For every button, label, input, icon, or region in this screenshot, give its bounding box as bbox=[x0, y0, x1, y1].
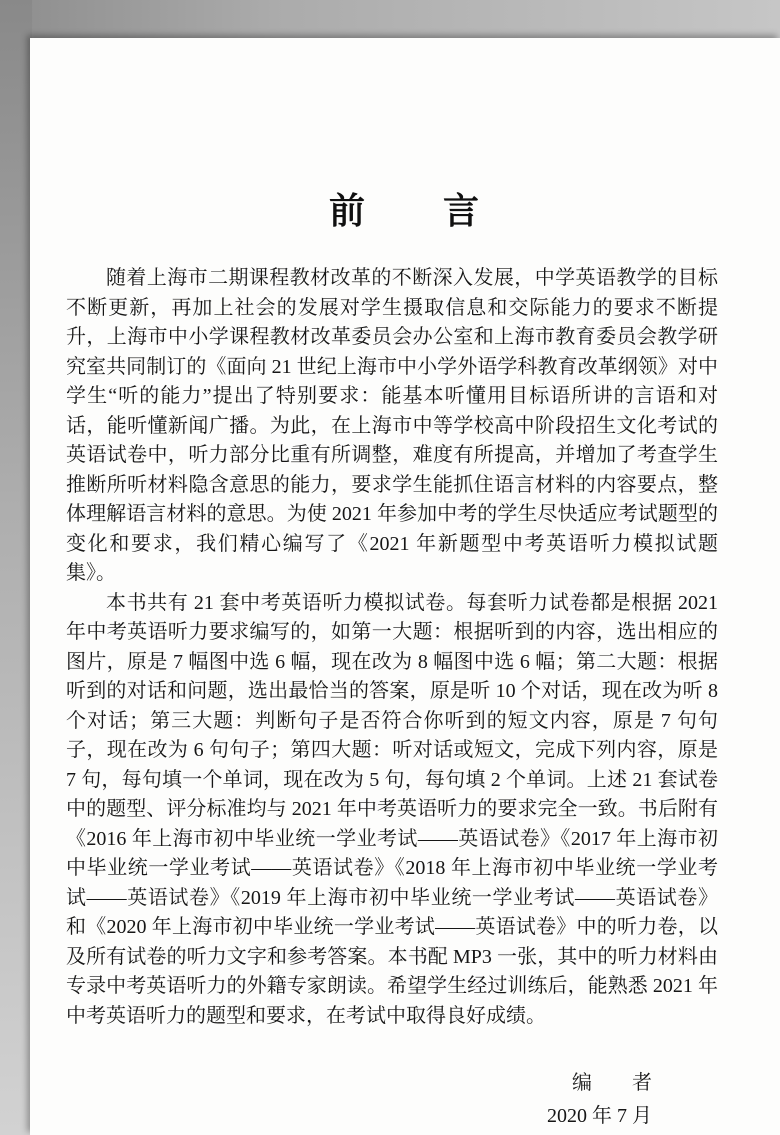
scan-edge-top bbox=[0, 0, 780, 40]
page-title: 前 言 bbox=[328, 191, 481, 231]
scan-edge-left bbox=[0, 0, 32, 1135]
preface-body bbox=[66, 264, 718, 1031]
document-page bbox=[30, 38, 780, 1135]
publication-date: 2020 年 7 月 bbox=[547, 1105, 652, 1127]
paragraph-2: 本书共有 21 套中考英语听力模拟试卷。每套听力试卷都是根据 2021 年中考英语听力要求编写的，如第一大题：根据听到的内容，选出相应的图片，原是 7 幅图中选 6 幅，现在改为 8 幅图中选 6 幅；第二大题：根据听到的对话和问题，选出最恰当的答案，原是听 10 个对话，现在改为听 8 个对话；第三大题：判断句子是否符合你听到的短文内容，原是 7 句句子，现在改为 6 句句子；第四大题：听对话或短文，完成下列内容，原是 7 句，每句填一个单词，现在改为 5 句，每句填 2 个单词。上述 21 套试卷中的题型、评分标准均与 2021 年中考英语听力的要求完全一致。书后附有《2016 年上海市初中毕业统一学业考试——英语试卷》《2017 年上海市初中毕业统一学业考试——英语试卷》《2018 年上海市初中毕业统一学业考试——英语试卷》《2019 年上海市初中毕业统一学业考试——英语试卷》和《2020 年上海市初中毕业统一学业考试——英语试卷》中的听力卷，以及所有试卷的听力文字和参考答案。本书配 MP3 一张，其中的听力材料由专录中考英语听力的外籍专家朗读。希望学生经过训练后，能熟悉 2021 年中考英语听力的题型和要求，在考试中取得良好成绩。 bbox=[66, 591, 718, 1027]
paragraph-1: 随着上海市二期课程教材改革的不断深入发展，中学英语教学的目标不断更新，再加上社会的发展对学生摄取信息和交际能力的要求不断提升，上海市中小学课程教材改革委员会办公室和上海市教育委员会教学研究室共同制订的《面向 21 世纪上海市中小学外语学科教育改革纲领》对中学生“听的能力”提出了特别要求：能基本听懂用目标语所讲的言语和对话，能听懂新闻广播。为此，在上海市中等学校高中阶段招生文化考试的英语试卷中，听力部分比重有所调整，难度有所提高，并增加了考查学生推断所听材料隐含意思的能力，要求学生能抓住语言材料的内容要点，整体理解语言材料的意思。为使 2021 年参加中考的学生尽快适应考试题型的变化和要求，我们精心编写了《2021 年新题型中考英语听力模拟试题集》。 bbox=[66, 267, 718, 584]
author-signature: 编 者 bbox=[572, 1072, 652, 1094]
signature-block bbox=[30, 1067, 780, 1133]
